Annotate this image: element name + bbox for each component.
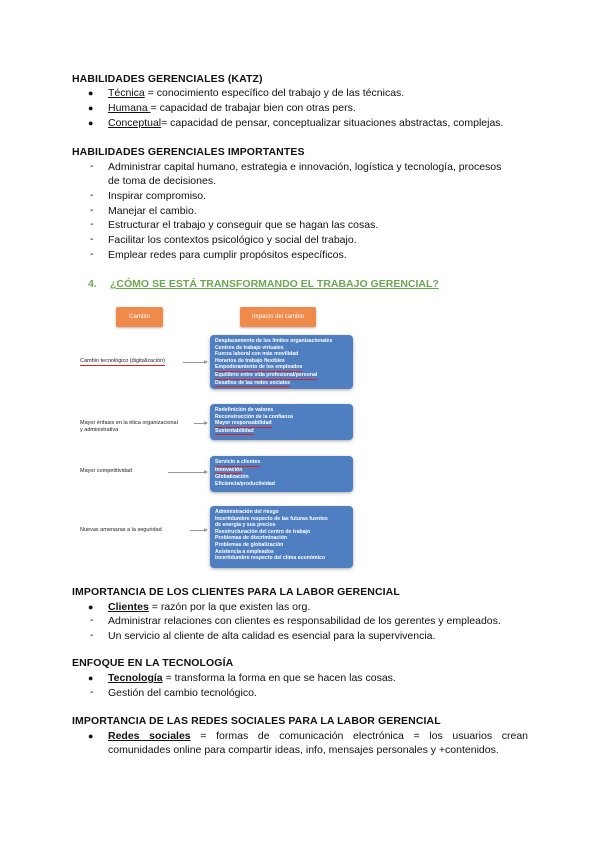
diagram-header-impacto: Impacto del cambio: [240, 307, 316, 327]
list-item: Técnica = conocimiento específico del trabajo y de las técnicas.: [108, 87, 405, 99]
bullet-icon: ●: [88, 88, 94, 98]
bullet-icon: ●: [88, 118, 94, 128]
list-item: Estructurar el trabajo y conseguir que se hagan las cosas.: [108, 219, 379, 231]
list-item: Administrar relaciones con clientes es responsabilidad de los gerentes y empleados.: [108, 615, 501, 627]
list-item: Facilitar los contextos psicológico y social del trabajo.: [108, 234, 357, 246]
diagram-impact-box: Administración del riesgo Incertidumbre respecto de las futuras fuentes de energía y sus precios Reestructuración del centro de trabajo Problemas de discriminación Problemas de globalización Asistencia a empleados Incertidumbre respecto del clima económico: [210, 506, 353, 568]
list-item: Humana = capacidad de trabajar bien con otras pers.: [108, 102, 356, 114]
list-item: Un servicio al cliente de alta calidad es esencial para la supervivencia.: [108, 630, 436, 642]
section-heading-habilidades: HABILIDADES GERENCIALES IMPORTANTES: [72, 146, 305, 158]
dash-icon: -: [90, 233, 94, 245]
list-item: Inspirar compromiso.: [108, 190, 207, 202]
bullet-icon: ●: [88, 731, 94, 741]
list-item: Gestión del cambio tecnológico.: [108, 687, 257, 699]
dash-icon: -: [90, 629, 94, 641]
dash-icon: -: [90, 614, 94, 626]
arrow-icon: [168, 472, 207, 473]
bullet-icon: ●: [88, 673, 94, 683]
diagram-change-label: Mayor competitividad: [80, 468, 132, 474]
section-heading-katz: HABILIDADES GERENCIALES (KATZ): [72, 73, 263, 85]
list-item: Tecnología = transforma la forma en que se hacen las cosas.: [108, 672, 396, 684]
list-item: Redes sociales = formas de comunicación electrónica = los usuarios crean: [108, 730, 529, 742]
section-heading-tecnologia: ENFOQUE EN LA TECNOLOGÍA: [72, 657, 234, 669]
dash-icon: -: [90, 686, 94, 698]
bullet-icon: ●: [88, 602, 94, 612]
list-item: Conceptual= capacidad de pensar, conceptualizar situaciones abstractas, complejas.: [108, 117, 504, 129]
diagram-impact-box: Redefinición de valores Reconstrucción de la confianza Mayor responsabilidad Sustentabilidad: [210, 404, 353, 440]
diagram-impact-box: Servicio a clientes Innovación Globalización Eficiencia/productividad: [210, 456, 353, 492]
list-item: Administrar capital humano, estrategia e innovación, logística y tecnología, procesos: [108, 161, 502, 173]
list-item: Clientes = razón por la que existen las org.: [108, 601, 311, 613]
list-item: Emplear redes para cumplir propósitos específicos.: [108, 249, 347, 261]
list-item-continuation: comunidades online para compartir ideas, info, mensajes personales y +contenidos.: [108, 744, 499, 756]
dash-icon: -: [90, 160, 94, 172]
dash-icon: -: [90, 248, 94, 260]
arrow-icon: [183, 362, 207, 363]
bullet-icon: ●: [88, 103, 94, 113]
dash-icon: -: [90, 218, 94, 230]
section-heading-clientes: IMPORTANCIA DE LOS CLIENTES PARA LA LABOR GERENCIAL: [72, 586, 400, 598]
diagram-change-label: Cambio tecnológico (digitalización): [80, 358, 165, 364]
list-item-continuation: de toma de decisiones.: [108, 175, 216, 187]
section-heading-redes: IMPORTANCIA DE LAS REDES SOCIALES PARA LA LABOR GERENCIAL: [72, 715, 441, 727]
diagram-impact-box: Desplazamiento de los límites organizacionales Centros de trabajo virtuales Fuerza laboral con más movilidad Horarios de trabajo flexibles Empoderamiento de los empleados Equilibrio entre vida profesional/personal Desafíos de las redes sociales: [210, 335, 353, 389]
diagram-change-label: Mayor énfasis en la ética organizacional y administrativa: [80, 420, 178, 433]
arrow-icon: [190, 530, 207, 531]
arrow-icon: [194, 423, 207, 424]
diagram-change-label: Nuevas amenazas a la seguridad: [80, 527, 162, 533]
diagram-header-cambio: Cambio: [116, 307, 163, 327]
list-item: Manejar el cambio.: [108, 205, 197, 217]
dash-icon: -: [90, 189, 94, 201]
dash-icon: -: [90, 204, 94, 216]
section-title-4: 4. ¿CÓMO SE ESTÁ TRANSFORMANDO EL TRABAJO GERENCIAL?: [88, 278, 439, 290]
change-impact-diagram: [80, 305, 360, 575]
